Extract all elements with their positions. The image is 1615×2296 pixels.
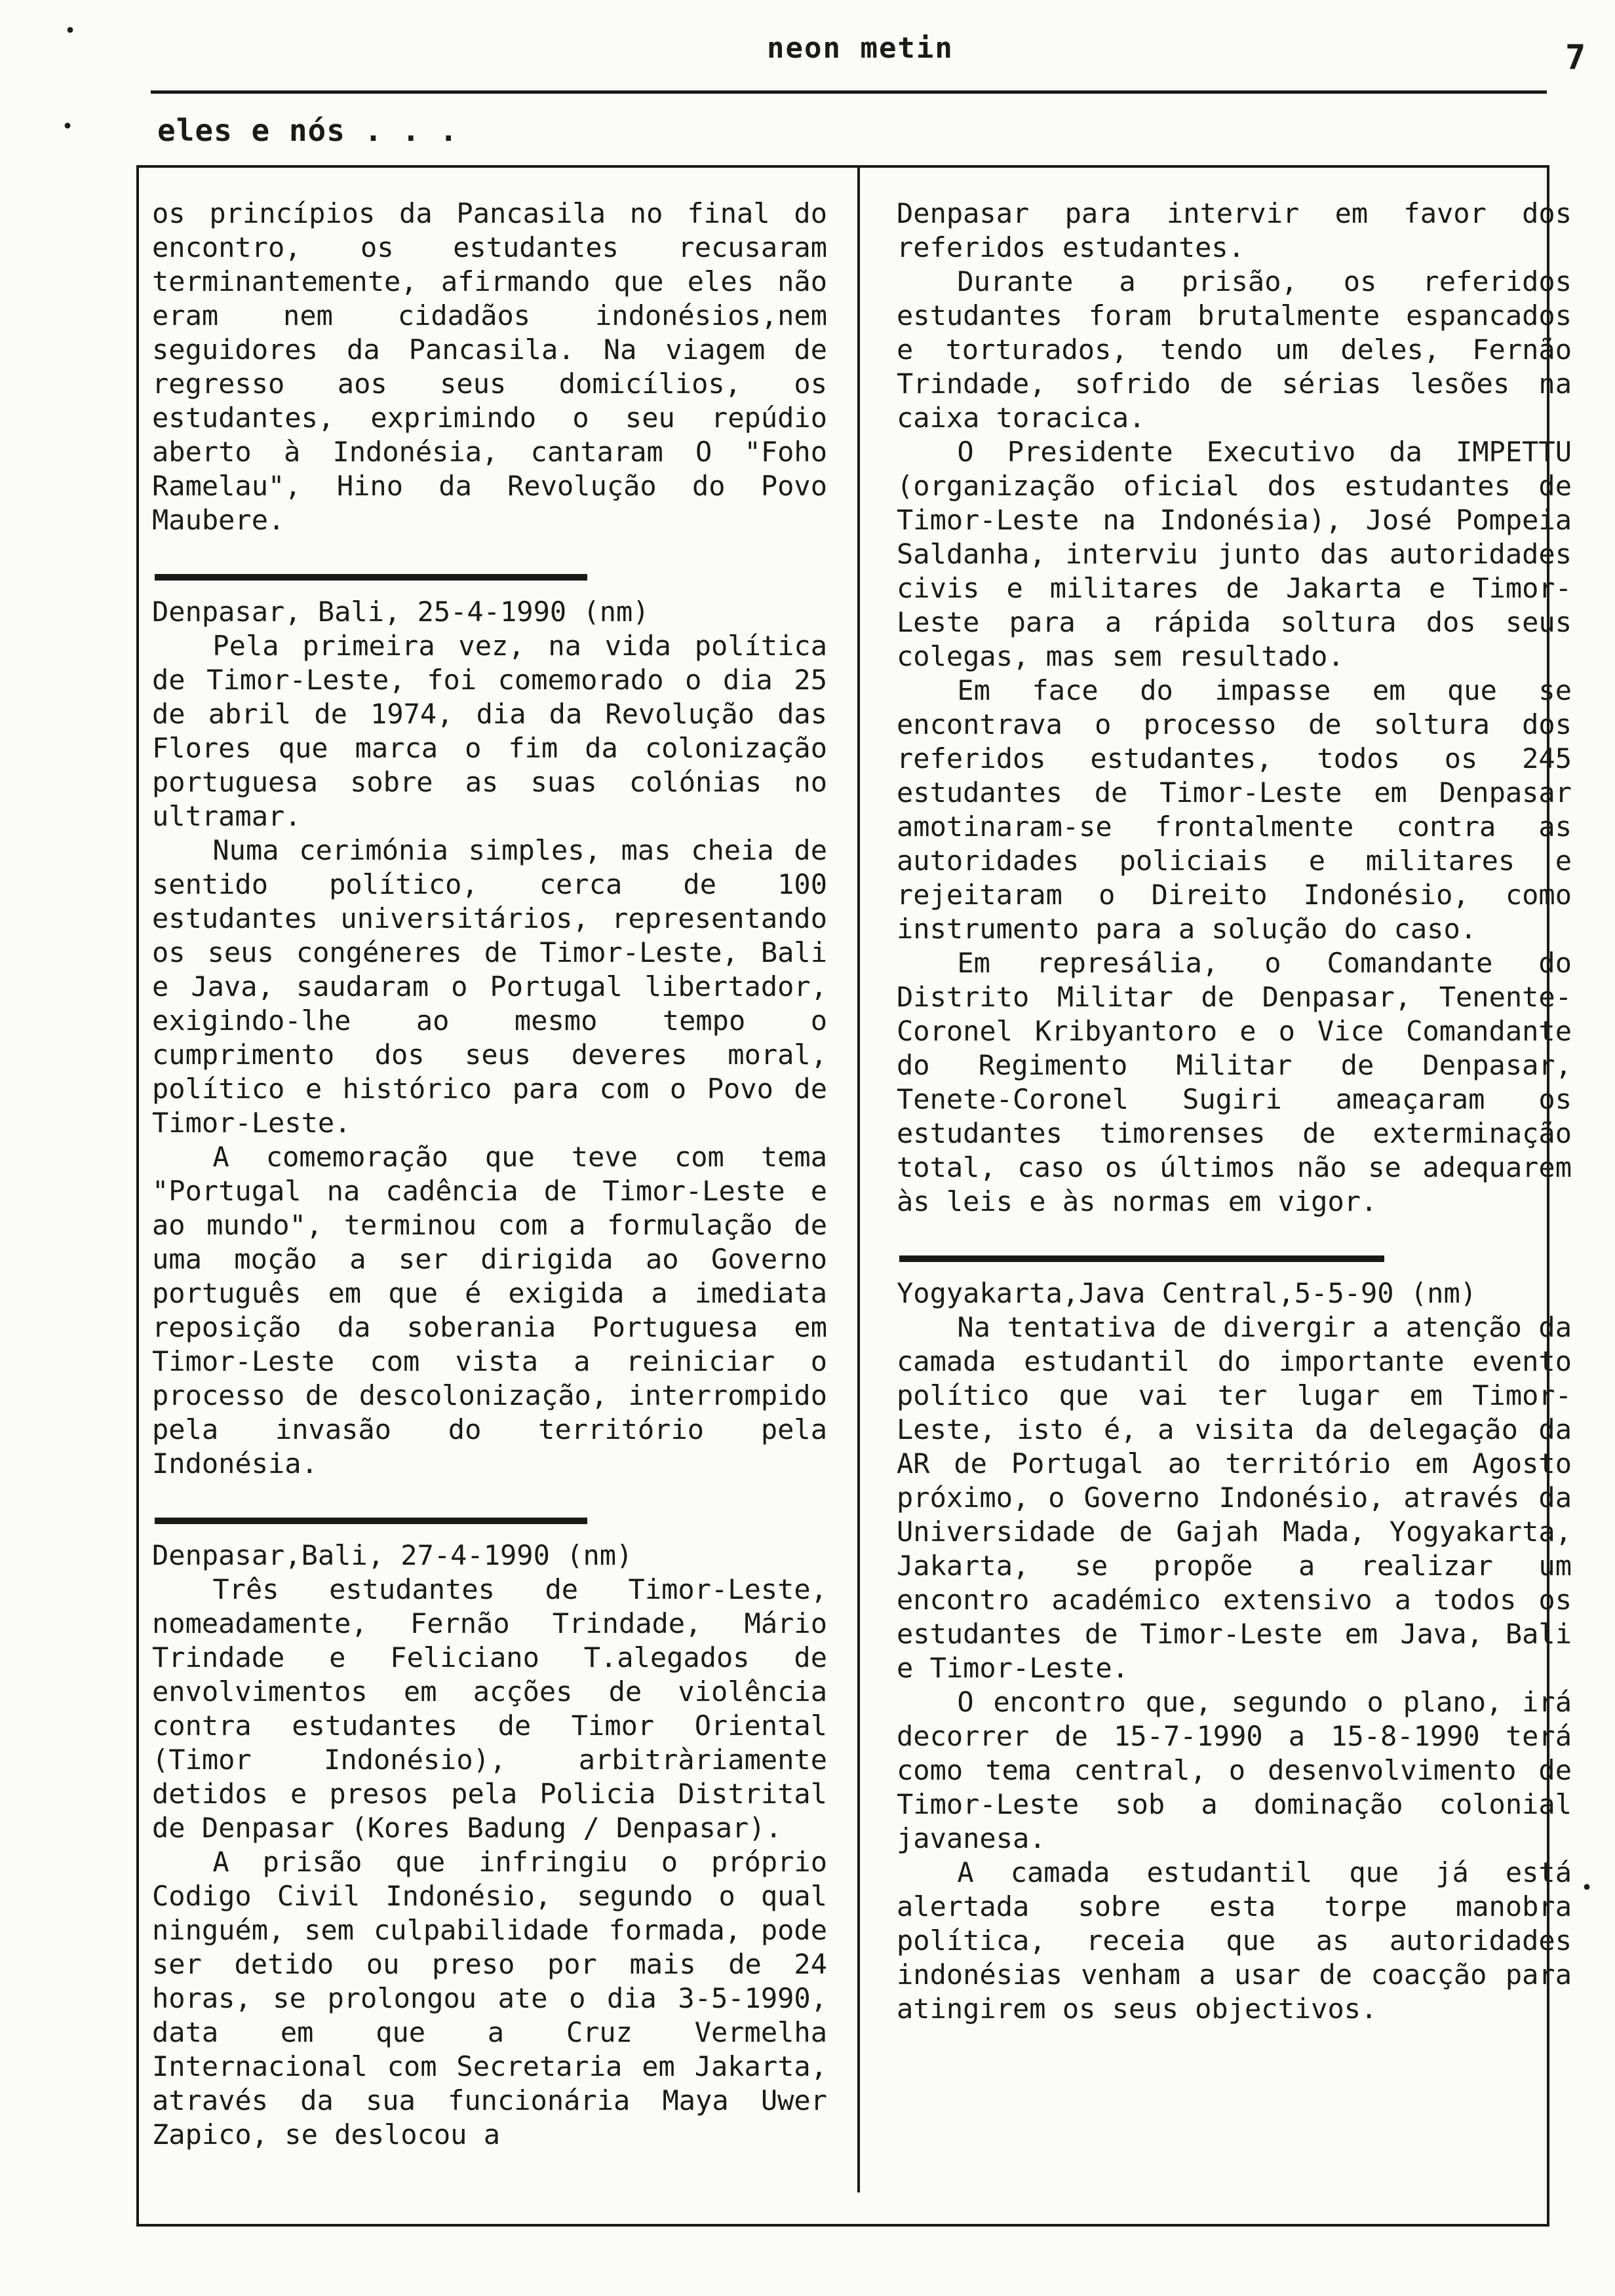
paragraph: A comemoração que teve com tema "Portugal na cadência de Timor-Leste e ao mundo", terminou com a formulação de uma moção a ser dirigida ao Governo português em que é exigida a imediata reposição da soberania Portuguesa em Timor-Leste com vista a reiniciar o processo de descolonização, interrompido pela invasão do território pela Indonésia. (152, 1141, 827, 1480)
dateline: Denpasar,Bali, 27-4-1990 (nm) (152, 1539, 633, 1571)
section-label: eles e nós . . . (157, 113, 459, 148)
paragraph: Durante a prisão, os referidos estudantes foram brutalmente espancados e torturados, tendo um deles, Fernão Trindade, sofrido de sérias lesões na caixa toracica. (897, 265, 1572, 434)
scan-dot: • (1581, 1877, 1593, 1900)
lead-paragraph: os princípios da Pancasila no final do encontro, os estudantes recusaram terminantemente, afirmando que eles não eram nem cidadãos indonésios,nem seguidores da Pancasila. Na viagem de regresso aos seus domicílios, os estudantes, exprimindo o seu repúdio aberto à Indonésia, cantaram O "Foho Ramelau", Hino da Revolução do Povo Maubere. (152, 197, 827, 536)
paragraph: Na tentativa de divergir a atenção da camada estudantil do importante evento político que vai ter lugar em Timor-Leste, isto é, a visita da delegação da AR de Portugal ao território em Agosto próximo, o Governo Indonésio, através da Universidade de Gajah Mada, Yogyakarta, Jakarta, se propõe a realizar um encontro académico extensivo a todos os estudantes de Timor-Leste em Java, Bali e Timor-Leste. (897, 1311, 1572, 1684)
dateline: Denpasar, Bali, 25-4-1990 (nm) (152, 596, 650, 628)
article-denpasar-25-4 (152, 595, 827, 1481)
paragraph: Três estudantes de Timor-Leste, nomeadamente, Fernão Trindade, Mário Trindade e Feliciano T.alegados de envolvimentos em acções de violência contra estudantes de Timor Oriental (Timor Indonésio), arbitràriamente detidos e presos pela Policia Distrital de Denpasar (Kores Badung / Denpasar). (152, 1573, 827, 1844)
right-column (897, 197, 1572, 2044)
article-separator (899, 1255, 1384, 1262)
article-yogyakarta (897, 1276, 1572, 2026)
paragraph: Em represália, o Comandante do Distrito Militar de Denpasar, Tenente-Coronel Kribyantoro e o Vice Comandante do Regimento Militar de Denpasar, Tenete-Coronel Sugiri ameaçaram os estudantes timorenses de exterminação total, caso os últimos não se adequarem às leis e às normas em vigor. (897, 947, 1572, 1217)
paragraph: Em face do impasse em que se encontrava o processo de soltura dos referidos estudantes, todos os 245 estudantes de Timor-Leste em Denpasar amotinaram-se frontalmente contra as autoridades policiais e militares e rejeitaram o Direito Indonésio, como instrumento para a solução do caso. (897, 674, 1572, 945)
scan-dot: • (64, 20, 77, 43)
scan-dot: • (62, 115, 74, 138)
article-separator (155, 574, 587, 581)
paragraph: Numa cerimónia simples, mas cheia de sentido político, cerca de 100 estudantes universitários, representando os seus congéneres de Timor-Leste, Bali e Java, saudaram o Portugal libertador, exigindo-lhe ao mesmo tempo o cumprimento dos seus deveres moral, político e histórico para com o Povo de Timor-Leste. (152, 834, 827, 1139)
paragraph: O encontro que, segundo o plano, irá decorrer de 15-7-1990 a 15-8-1990 terá como tema central, o desenvolvimento de Timor-Leste sob a dominação colonial javanesa. (897, 1686, 1572, 1854)
lead-paragraph: Denpasar para intervir em favor dos referidos estudantes. (897, 197, 1572, 263)
header-rule (151, 90, 1547, 94)
column-divider (857, 168, 860, 2192)
newsletter-title: neon metin (767, 31, 954, 65)
paragraph: A prisão que infringiu o próprio Codigo Civil Indonésio, segundo o qual ninguém, sem culpabilidade formada, pode ser detido ou preso por mais de 24 horas, se prolongou ate o dia 3-5-1990, data em que a Cruz Vermelha Internacional com Secretaria em Jakarta, através da sua funcionária Maya Uwer Zapico, se deslocou a (152, 1846, 827, 2151)
paragraph: O Presidente Executivo da IMPETTU (organização oficial dos estudantes de Timor-Leste na Indonésia), José Pompeia Saldanha, interviu junto das autoridades civis e militares de Jakarta e Timor- Leste para a rápida soltura dos seus colegas, mas sem resultado. (897, 436, 1572, 672)
article-denpasar-27-4 (152, 1539, 827, 2152)
paragraph: A camada estudantil que já está alertada sobre esta torpe manobra política, receia que as autoridades indonésias venham a usar de coacção para atingirem os seus objectivos. (897, 1856, 1572, 2025)
dateline: Yogyakarta,Java Central,5-5-90 (nm) (897, 1277, 1477, 1309)
article-separator (155, 1518, 587, 1524)
left-column (152, 197, 827, 2170)
paragraph: Pela primeira vez, na vida política de Timor-Leste, foi comemorado o dia 25 de abril de 1974, dia da Revolução das Flores que marca o fim da colonização portuguesa sobre as suas colónias no ultramar. (152, 630, 827, 832)
page-number: 7 (1565, 38, 1586, 77)
